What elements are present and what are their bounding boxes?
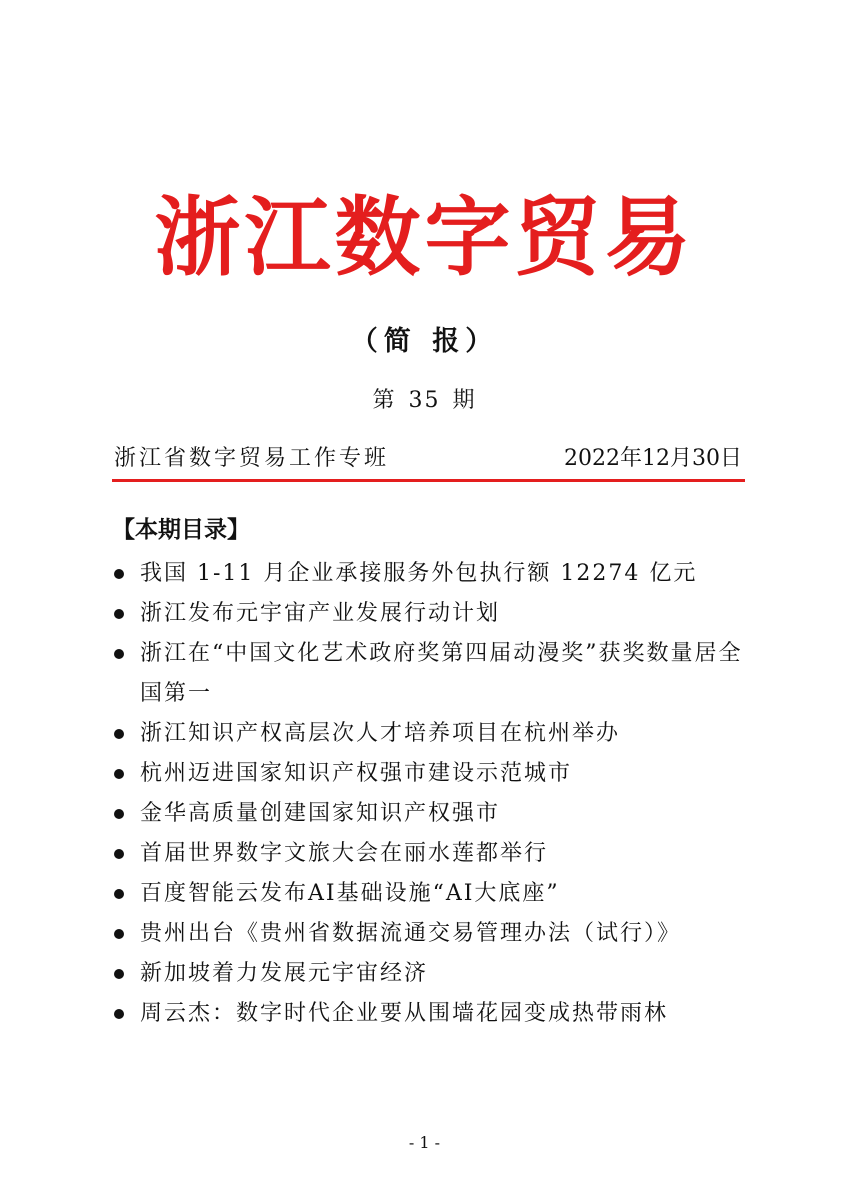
page-number: - 1 - bbox=[408, 1133, 441, 1152]
toc-item bbox=[112, 754, 752, 794]
toc-item-text: 新加坡着力发展元宇宙经济 bbox=[140, 961, 429, 986]
issuing-department: 浙江省数字贸易工作专班 bbox=[114, 446, 390, 471]
toc-item bbox=[112, 794, 752, 834]
bullet-icon bbox=[114, 969, 124, 979]
toc-item bbox=[112, 634, 752, 714]
toc-item-text: 贵州出台《贵州省数据流通交易管理办法（试行）》 bbox=[140, 921, 682, 946]
issue-value: 35 bbox=[408, 388, 441, 413]
toc-item-text: 我国 1-11 月企业承接服务外包执行额 12274 亿元 bbox=[140, 561, 698, 586]
bullet-icon bbox=[114, 769, 124, 779]
toc-item bbox=[112, 554, 752, 594]
bullet-icon bbox=[114, 609, 124, 619]
header-divider bbox=[112, 479, 745, 482]
toc-item bbox=[112, 874, 752, 914]
issue-date: 2022年12月30日 bbox=[564, 446, 742, 471]
toc-heading: 【本期目录】 bbox=[112, 517, 250, 543]
bullet-icon bbox=[114, 649, 124, 659]
bullet-icon bbox=[114, 569, 124, 579]
toc-item bbox=[112, 834, 752, 874]
bullet-icon bbox=[114, 929, 124, 939]
toc-item bbox=[112, 714, 752, 754]
document-subtitle: （简 报） bbox=[350, 326, 499, 357]
toc-item bbox=[112, 594, 752, 634]
bullet-icon bbox=[114, 889, 124, 899]
toc-item-text: 周云杰：数字时代企业要从围墙花园变成热带雨林 bbox=[140, 1001, 669, 1026]
masthead-title: 浙江数字贸易 bbox=[154, 187, 695, 288]
toc-item-text: 首届世界数字文旅大会在丽水莲都举行 bbox=[140, 841, 549, 866]
issue-number bbox=[0, 384, 849, 418]
bullet-icon bbox=[114, 729, 124, 739]
toc-item-text: 杭州迈进国家知识产权强市建设示范城市 bbox=[140, 761, 573, 786]
toc-item-text: 百度智能云发布AI基础设施“AI大底座” bbox=[140, 881, 560, 906]
toc-item bbox=[112, 954, 752, 994]
bullet-icon bbox=[114, 849, 124, 859]
table-of-contents bbox=[112, 554, 752, 1034]
toc-item bbox=[112, 994, 752, 1034]
toc-item-text: 浙江发布元宇宙产业发展行动计划 bbox=[140, 601, 501, 626]
toc-item bbox=[112, 914, 752, 954]
toc-item-text: 金华高质量创建国家知识产权强市 bbox=[140, 801, 501, 826]
bullet-icon bbox=[114, 809, 124, 819]
toc-item-text: 浙江知识产权高层次人才培养项目在杭州举办 bbox=[140, 721, 621, 746]
toc-item-text: 浙江在“中国文化艺术政府奖第四届动漫奖”获奖数量居全国第一 bbox=[140, 641, 743, 706]
bullet-icon bbox=[114, 1009, 124, 1019]
issue-suffix: 期 bbox=[452, 388, 477, 413]
issue-prefix: 第 bbox=[372, 388, 397, 413]
